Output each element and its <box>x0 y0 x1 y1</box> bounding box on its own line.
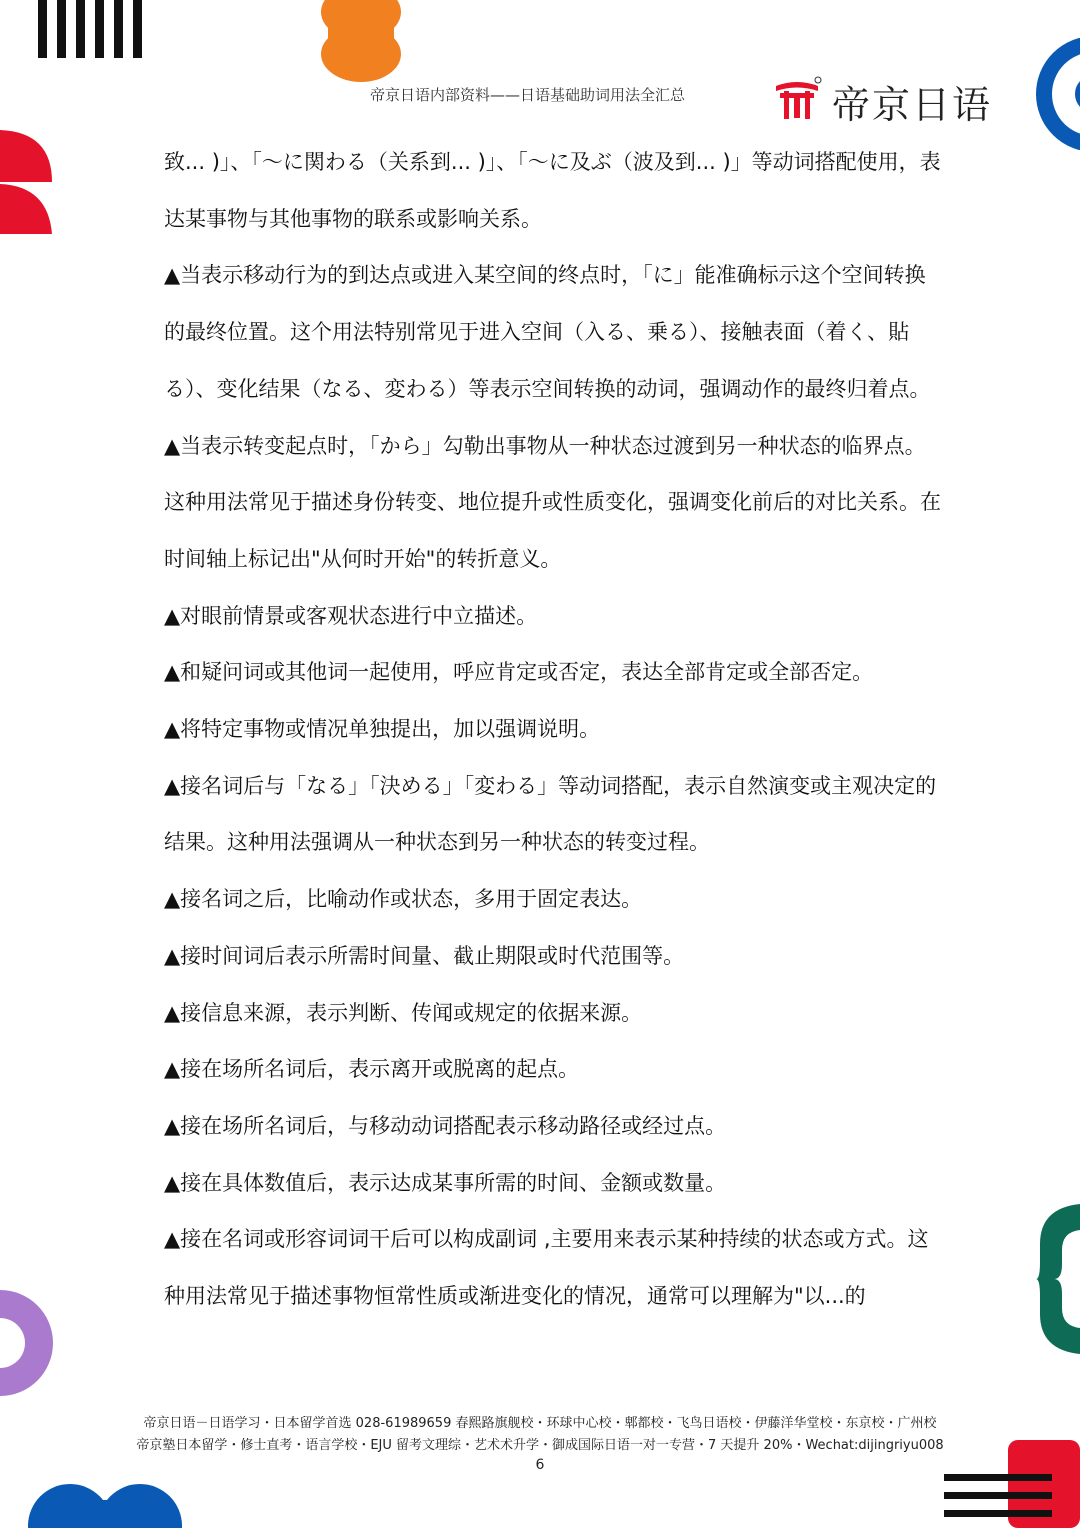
decor-red-stripes <box>944 1440 1080 1528</box>
torii-icon <box>772 76 822 120</box>
paragraph: ▲接在具体数值后，表示达成某事所需的时间、金额或数量。 <box>164 1170 727 1195</box>
document-body <box>164 134 944 1325</box>
footer-line-2: 帝京塾日本留学・修士直考・语言学校・EJU 留考文理综・艺术术升学・御成国际日语一对一专营・7 天提升 20%・Wechat:dijingriyu008 <box>136 1438 944 1453</box>
paragraph: ▲和疑问词或其他词一起使用，呼应肯定或否定，表达全部肯定或全部否定。 <box>164 660 874 685</box>
paragraph: ▲当表示移动行为的到达点或进入某空间的终点时，「に」能准确标示这个空间转换的最终位置。这个用法特别常见于进入空间（入る、乗る）、接触表面（着く、貼る）、变化结果（なる、変わる）等表示空间转换的动词，强调动作的最终归着点。 <box>164 263 931 401</box>
brand-logo <box>772 72 993 127</box>
page-number: 6 <box>535 1457 545 1473</box>
decor-blue-ring <box>1028 38 1080 150</box>
decor-green-bracket <box>1036 1204 1080 1354</box>
decor-red-shape <box>0 130 52 236</box>
paragraph: ▲接时间词后表示所需时间量、截止期限或时代范围等。 <box>164 943 685 968</box>
paragraph: ▲对眼前情景或客观状态进行中立描述。 <box>164 603 538 628</box>
paragraph: ▲接在名词或形容词词干后可以构成副词 ,主要用来表示某种持续的状态或方式。这种用法常见于描述事物恒常性质或渐进变化的情况，通常可以理解为"以...的 <box>164 1227 929 1309</box>
paragraph: 致... )」、「～に関わる（关系到... )」、「～に及ぶ（波及到... )」等动词搭配使用，表达某事物与其他事物的联系或影响关系。 <box>164 150 941 231</box>
paragraph: ▲当表示转变起点时，「から」勾勒出事物从一种状态过渡到另一种状态的临界点。这种用法常见于描述身份转变、地位提升或性质变化，强调变化前后的对比关系。在时间轴上标记出"从何时开始"的转折意义。 <box>164 433 941 571</box>
paragraph: ▲接名词之后，比喻动作或状态，多用于固定表达。 <box>164 887 643 912</box>
logo-text: 帝京日语 <box>832 83 993 127</box>
footer-line-1: 帝京日语－日语学习・日本留学首选 028-61989659 春熙路旗舰校・环球中心校・郫都校・飞鸟日语校・伊藤洋华堂校・东京校・广州校 <box>143 1416 937 1431</box>
decor-purple-arc <box>0 1290 72 1396</box>
paragraph: ▲将特定事物或情况单独提出，加以强调说明。 <box>164 717 601 742</box>
decor-orange-blob <box>318 0 404 84</box>
decor-blue-cloud <box>28 1470 184 1528</box>
paragraph: ▲接信息来源，表示判断、传闻或规定的依据来源。 <box>164 1000 643 1025</box>
paragraph: ▲接在场所名词后，与移动动词搭配表示移动路径或经过点。 <box>164 1113 727 1138</box>
paragraph: ▲接在场所名词后，表示离开或脱离的起点。 <box>164 1057 580 1082</box>
header-title: 帝京日语内部资料——日语基础助词用法全汇总 <box>370 86 686 104</box>
paragraph: ▲接名词后与「なる」「決める」「変わる」等动词搭配，表示自然演变或主观决定的结果。这种用法强调从一种状态到另一种状态的转变过程。 <box>164 773 937 855</box>
decor-black-bars <box>36 0 148 60</box>
